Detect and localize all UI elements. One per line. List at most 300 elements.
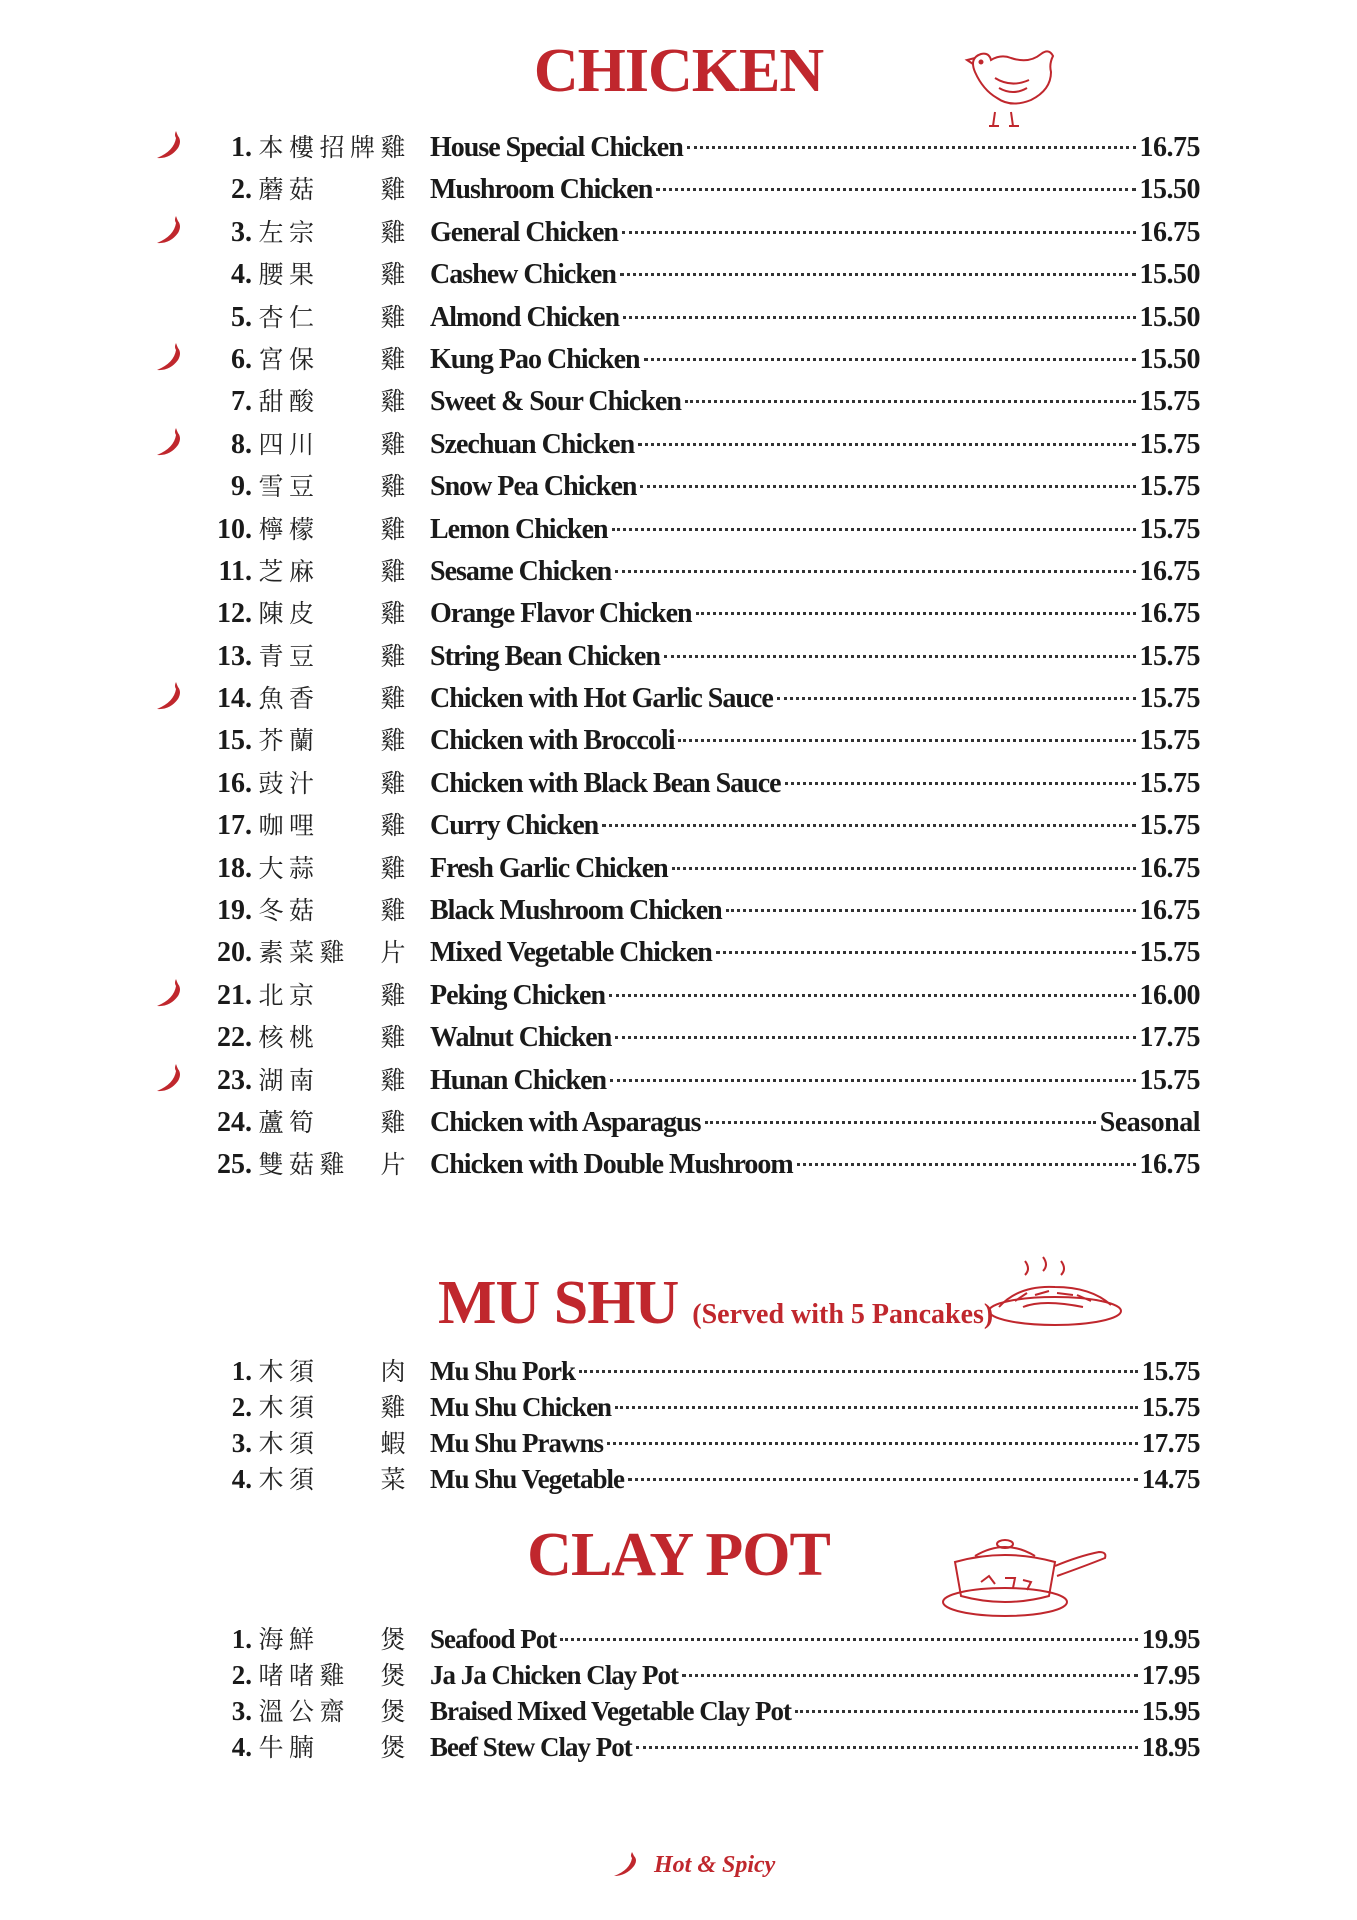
chinese-character: 樓 bbox=[288, 133, 314, 162]
item-price: 17.75 bbox=[1141, 1428, 1200, 1458]
chinese-character: 肉 bbox=[380, 1357, 406, 1386]
item-name: Lemon Chicken bbox=[430, 513, 608, 545]
item-price: 15.75 bbox=[1139, 386, 1200, 418]
item-price: 15.50 bbox=[1139, 259, 1200, 291]
chinese-character: 啫 bbox=[288, 1661, 314, 1690]
chinese-character: 牛 bbox=[258, 1733, 284, 1762]
item-name: Curry Chicken bbox=[430, 810, 599, 842]
item-name: Black Mushroom Chicken bbox=[430, 895, 722, 927]
spicy-indicator bbox=[150, 240, 200, 241]
item-chinese-name bbox=[258, 1656, 406, 1692]
item-number: 17. bbox=[217, 810, 252, 842]
leader-dots bbox=[620, 273, 1136, 276]
chinese-character: 菇 bbox=[288, 1150, 314, 1180]
claypot-menu-list bbox=[150, 1620, 1200, 1764]
spicy-indicator bbox=[150, 579, 200, 580]
menu-item-row bbox=[150, 510, 1200, 552]
item-chinese-name bbox=[258, 255, 406, 291]
menu-item-row bbox=[150, 1460, 1200, 1496]
leader-dots bbox=[664, 655, 1136, 658]
menu-item-row bbox=[150, 213, 1200, 255]
item-price: 15.75 bbox=[1141, 1356, 1200, 1386]
spicy-indicator bbox=[150, 1172, 200, 1173]
leader-dots bbox=[560, 1638, 1138, 1641]
chinese-character: 公 bbox=[288, 1697, 314, 1726]
mushu-menu-list bbox=[150, 1352, 1200, 1496]
item-name: General Chicken bbox=[430, 216, 618, 248]
chinese-character: 鮮 bbox=[288, 1625, 314, 1654]
menu-item-row bbox=[150, 298, 1200, 340]
leader-dots bbox=[607, 1442, 1138, 1445]
chinese-character bbox=[350, 764, 376, 800]
spicy-indicator bbox=[150, 1647, 200, 1648]
chinese-character: 須 bbox=[288, 1393, 314, 1422]
leader-dots bbox=[638, 443, 1135, 446]
item-price: Seasonal bbox=[1099, 1106, 1200, 1138]
item-number: 3. bbox=[231, 1428, 252, 1458]
item-number: 6. bbox=[231, 343, 252, 375]
leader-dots bbox=[785, 782, 1136, 785]
spicy-indicator bbox=[150, 1088, 200, 1089]
chinese-character bbox=[319, 1103, 345, 1139]
item-number: 21. bbox=[217, 979, 252, 1011]
chinese-character bbox=[319, 255, 345, 291]
chinese-character: 芝 bbox=[258, 556, 284, 586]
item-name: Walnut Chicken bbox=[430, 1022, 612, 1054]
spicy-indicator bbox=[150, 1415, 200, 1416]
menu-item-row bbox=[150, 170, 1200, 212]
item-number: 3. bbox=[231, 216, 252, 248]
chinese-character: 芥 bbox=[258, 726, 284, 756]
item-name: Beef Stew Clay Pot bbox=[430, 1732, 632, 1762]
chinese-character: 雞 bbox=[380, 1107, 406, 1137]
item-number: 1. bbox=[231, 132, 252, 163]
chinese-character: 雙 bbox=[258, 1150, 284, 1180]
item-chinese-name bbox=[258, 1352, 406, 1388]
item-price: 14.75 bbox=[1141, 1464, 1200, 1494]
item-number: 25. bbox=[217, 1149, 252, 1181]
item-price: 19.95 bbox=[1141, 1624, 1200, 1654]
spicy-indicator bbox=[150, 1487, 200, 1488]
menu-item-row bbox=[150, 764, 1200, 806]
item-chinese-name bbox=[258, 1103, 406, 1139]
spicy-indicator bbox=[150, 960, 200, 961]
chinese-character bbox=[350, 382, 376, 418]
item-number: 2. bbox=[231, 1392, 252, 1422]
chinese-character bbox=[350, 255, 376, 291]
chinese-character bbox=[350, 1145, 376, 1181]
menu-item-row bbox=[150, 1352, 1200, 1388]
item-name: Snow Pea Chicken bbox=[430, 471, 637, 503]
chinese-character: 雞 bbox=[380, 599, 406, 629]
item-chinese-name bbox=[258, 213, 406, 249]
item-price: 16.75 bbox=[1139, 132, 1200, 163]
chinese-character: 仁 bbox=[288, 302, 314, 332]
chinese-character bbox=[319, 1460, 345, 1496]
item-chinese-name bbox=[258, 933, 406, 969]
chinese-character: 雞 bbox=[380, 260, 406, 290]
chinese-character bbox=[319, 976, 345, 1012]
leader-dots bbox=[696, 612, 1136, 615]
leader-dots bbox=[685, 400, 1136, 403]
menu-item-row bbox=[150, 128, 1200, 170]
chili-pepper-icon bbox=[154, 426, 184, 460]
item-price: 17.95 bbox=[1141, 1660, 1200, 1690]
chinese-character: 左 bbox=[258, 217, 284, 247]
chili-pepper-icon bbox=[154, 977, 184, 1011]
item-chinese-name bbox=[258, 594, 406, 630]
spicy-indicator bbox=[150, 409, 200, 410]
item-number: 10. bbox=[217, 513, 252, 545]
chinese-character: 雞 bbox=[380, 175, 406, 205]
chinese-character: 南 bbox=[288, 1065, 314, 1095]
chinese-character: 招 bbox=[319, 133, 345, 162]
chinese-character: 雞 bbox=[380, 472, 406, 502]
item-price: 15.75 bbox=[1139, 810, 1200, 842]
menu-item-row bbox=[150, 1388, 1200, 1424]
item-price: 15.75 bbox=[1139, 513, 1200, 545]
item-number: 19. bbox=[217, 895, 252, 927]
leader-dots bbox=[623, 316, 1135, 319]
item-chinese-name bbox=[258, 679, 406, 715]
chinese-character: 雞 bbox=[380, 726, 406, 756]
item-chinese-name bbox=[258, 764, 406, 800]
chinese-character: 齋 bbox=[319, 1697, 345, 1726]
item-number: 2. bbox=[231, 174, 252, 206]
chinese-character bbox=[350, 891, 376, 927]
leader-dots bbox=[615, 1406, 1138, 1409]
chinese-character bbox=[319, 679, 345, 715]
item-chinese-name bbox=[258, 637, 406, 673]
chinese-character bbox=[319, 594, 345, 630]
chinese-character: 片 bbox=[380, 938, 406, 968]
item-number: 2. bbox=[231, 1660, 252, 1690]
item-price: 15.50 bbox=[1139, 174, 1200, 206]
item-name: Orange Flavor Chicken bbox=[430, 598, 692, 630]
chinese-character: 雞 bbox=[319, 1661, 345, 1690]
item-name: Mushroom Chicken bbox=[430, 174, 653, 206]
item-price: 15.75 bbox=[1139, 640, 1200, 672]
item-number: 20. bbox=[217, 937, 252, 969]
chili-pepper-icon bbox=[154, 680, 184, 714]
menu-item-row bbox=[150, 976, 1200, 1018]
chinese-character: 須 bbox=[288, 1357, 314, 1386]
leader-dots bbox=[640, 485, 1135, 488]
menu-item-row bbox=[150, 1145, 1200, 1187]
item-name: Sweet & Sour Chicken bbox=[430, 386, 681, 418]
spicy-indicator bbox=[150, 452, 200, 453]
item-name: Chicken with Broccoli bbox=[430, 725, 675, 757]
chinese-character bbox=[319, 1018, 345, 1054]
item-chinese-name bbox=[258, 849, 406, 885]
chinese-character: 雞 bbox=[380, 811, 406, 841]
menu-item-row bbox=[150, 891, 1200, 933]
item-name: Mu Shu Prawns bbox=[430, 1428, 604, 1458]
item-chinese-name bbox=[258, 510, 406, 546]
menu-item-row bbox=[150, 594, 1200, 636]
chinese-character bbox=[350, 1692, 376, 1728]
item-number: 22. bbox=[217, 1022, 252, 1054]
chinese-character bbox=[319, 806, 345, 842]
chinese-character bbox=[350, 1656, 376, 1692]
chinese-character bbox=[350, 1728, 376, 1764]
spicy-indicator bbox=[150, 325, 200, 326]
chinese-character bbox=[350, 1061, 376, 1097]
chinese-character bbox=[350, 1388, 376, 1424]
chinese-character: 哩 bbox=[288, 811, 314, 841]
leader-dots bbox=[656, 188, 1135, 191]
chinese-character bbox=[350, 976, 376, 1012]
item-number: 13. bbox=[217, 640, 252, 672]
menu-item-row bbox=[150, 806, 1200, 848]
chinese-character: 雞 bbox=[380, 556, 406, 586]
item-name: Seafood Pot bbox=[430, 1624, 557, 1654]
chinese-character bbox=[350, 594, 376, 630]
item-name: Hunan Chicken bbox=[430, 1064, 607, 1096]
chinese-character: 青 bbox=[258, 641, 284, 671]
menu-item-row bbox=[150, 1424, 1200, 1460]
chinese-character bbox=[319, 1352, 345, 1388]
chinese-character: 菇 bbox=[288, 896, 314, 926]
mushu-section-title bbox=[438, 1268, 993, 1339]
chinese-character: 雞 bbox=[380, 853, 406, 883]
legend-label: Hot & Spicy bbox=[654, 1851, 776, 1878]
item-name: Mu Shu Pork bbox=[430, 1356, 576, 1386]
chinese-character bbox=[350, 1460, 376, 1496]
chinese-character bbox=[350, 637, 376, 673]
leader-dots bbox=[602, 824, 1135, 827]
item-chinese-name bbox=[258, 467, 406, 503]
item-name: Ja Ja Chicken Clay Pot bbox=[430, 1660, 678, 1690]
item-price: 16.00 bbox=[1139, 979, 1200, 1011]
spicy-indicator bbox=[150, 664, 200, 665]
chili-pepper-icon bbox=[154, 129, 184, 163]
leader-dots bbox=[726, 909, 1136, 912]
chinese-character: 啫 bbox=[258, 1661, 284, 1690]
leader-dots bbox=[628, 1478, 1138, 1481]
mushu-subtitle: (Served with 5 Pancakes) bbox=[692, 1299, 994, 1330]
leader-dots bbox=[609, 994, 1135, 997]
chinese-character: 木 bbox=[258, 1357, 284, 1386]
spicy-indicator bbox=[150, 1683, 200, 1684]
item-name: Mu Shu Vegetable bbox=[430, 1464, 625, 1494]
chinese-character: 海 bbox=[258, 1625, 284, 1654]
menu-item-row bbox=[150, 1656, 1200, 1692]
item-chinese-name bbox=[258, 382, 406, 418]
chinese-character: 素 bbox=[258, 938, 284, 968]
chili-pepper-icon bbox=[154, 214, 184, 248]
item-name: Chicken with Black Bean Sauce bbox=[430, 767, 781, 799]
chinese-character bbox=[319, 1424, 345, 1460]
chinese-character: 檬 bbox=[288, 514, 314, 544]
leader-dots bbox=[610, 1079, 1135, 1082]
item-price: 15.75 bbox=[1139, 1064, 1200, 1096]
chinese-character bbox=[350, 679, 376, 715]
menu-item-row bbox=[150, 1692, 1200, 1728]
menu-item-row bbox=[150, 679, 1200, 721]
item-price: 15.75 bbox=[1139, 725, 1200, 757]
item-chinese-name bbox=[258, 1061, 406, 1097]
item-number: 14. bbox=[217, 683, 252, 715]
chinese-character bbox=[319, 510, 345, 546]
chinese-character bbox=[319, 1061, 345, 1097]
leader-dots bbox=[612, 528, 1136, 531]
chinese-character bbox=[319, 1388, 345, 1424]
item-number: 8. bbox=[231, 428, 252, 460]
item-number: 5. bbox=[231, 301, 252, 333]
menu-item-row bbox=[150, 255, 1200, 297]
menu-item-row bbox=[150, 1620, 1200, 1656]
menu-item-row bbox=[150, 552, 1200, 594]
chinese-character: 雞 bbox=[319, 1150, 345, 1180]
chinese-character bbox=[350, 1424, 376, 1460]
chinese-character: 檸 bbox=[258, 514, 284, 544]
leader-dots bbox=[672, 867, 1136, 870]
chinese-character: 煲 bbox=[380, 1661, 406, 1690]
item-chinese-name bbox=[258, 806, 406, 842]
spicy-indicator bbox=[150, 367, 200, 368]
chinese-character: 腩 bbox=[288, 1733, 314, 1762]
chinese-character: 汁 bbox=[288, 768, 314, 798]
item-chinese-name bbox=[258, 1424, 406, 1460]
chinese-character: 蘑 bbox=[258, 175, 284, 205]
chinese-character: 魚 bbox=[258, 684, 284, 714]
chinese-character: 雪 bbox=[258, 472, 284, 502]
chinese-character bbox=[350, 849, 376, 885]
menu-item-row bbox=[150, 467, 1200, 509]
item-name: Almond Chicken bbox=[430, 301, 620, 333]
item-number: 12. bbox=[217, 598, 252, 630]
item-name: Sesame Chicken bbox=[430, 555, 612, 587]
chinese-character bbox=[319, 552, 345, 588]
chinese-character bbox=[350, 170, 376, 206]
chinese-character: 甜 bbox=[258, 387, 284, 417]
item-name: Chicken with Asparagus bbox=[430, 1106, 701, 1138]
item-name: Fresh Garlic Chicken bbox=[430, 852, 668, 884]
chinese-character bbox=[319, 637, 345, 673]
chinese-character bbox=[319, 1620, 345, 1656]
item-price: 15.75 bbox=[1139, 767, 1200, 799]
chicken-menu-list bbox=[150, 128, 1200, 1188]
item-name: House Special Chicken bbox=[430, 132, 683, 163]
chinese-character: 牌 bbox=[349, 133, 375, 162]
chinese-character: 咖 bbox=[258, 811, 284, 841]
item-number: 24. bbox=[217, 1106, 252, 1138]
chinese-character: 酸 bbox=[288, 387, 314, 417]
chinese-character: 雞 bbox=[380, 302, 406, 332]
leader-dots bbox=[716, 951, 1136, 954]
chinese-character: 蒜 bbox=[288, 853, 314, 883]
menu-item-row bbox=[150, 1018, 1200, 1060]
chinese-character: 本 bbox=[258, 133, 284, 162]
chinese-character: 雞 bbox=[380, 684, 406, 714]
chinese-character: 雞 bbox=[380, 1393, 406, 1422]
item-price: 15.75 bbox=[1139, 937, 1200, 969]
chinese-character bbox=[350, 1103, 376, 1139]
chinese-character bbox=[319, 721, 345, 757]
chinese-character: 麻 bbox=[288, 556, 314, 586]
chinese-character: 菇 bbox=[288, 175, 314, 205]
spicy-indicator bbox=[150, 621, 200, 622]
spicy-indicator bbox=[150, 791, 200, 792]
item-name: Chicken with Hot Garlic Sauce bbox=[430, 683, 773, 715]
chinese-character bbox=[319, 891, 345, 927]
leader-dots bbox=[678, 739, 1135, 742]
chinese-character: 豉 bbox=[258, 768, 284, 798]
spicy-indicator bbox=[150, 155, 200, 156]
spicy-indicator bbox=[150, 833, 200, 834]
chinese-character: 皮 bbox=[288, 599, 314, 629]
spicy-indicator bbox=[150, 918, 200, 919]
chinese-character bbox=[319, 467, 345, 503]
chili-pepper-icon bbox=[154, 341, 184, 375]
item-number: 3. bbox=[231, 1696, 252, 1726]
chinese-character bbox=[350, 425, 376, 461]
item-name: Braised Mixed Vegetable Clay Pot bbox=[430, 1696, 791, 1726]
chinese-character: 宗 bbox=[288, 217, 314, 247]
chinese-character: 雞 bbox=[380, 896, 406, 926]
chinese-character bbox=[319, 849, 345, 885]
chinese-character: 核 bbox=[258, 1023, 284, 1053]
chinese-character: 蘭 bbox=[288, 726, 314, 756]
spicy-indicator bbox=[150, 1045, 200, 1046]
chinese-character: 桃 bbox=[288, 1023, 314, 1053]
spicy-indicator bbox=[150, 876, 200, 877]
chinese-character: 杏 bbox=[258, 302, 284, 332]
item-number: 1. bbox=[231, 1356, 252, 1386]
menu-item-row bbox=[150, 721, 1200, 763]
chinese-character: 木 bbox=[258, 1393, 284, 1422]
item-price: 15.95 bbox=[1141, 1696, 1200, 1726]
chinese-character: 雞 bbox=[380, 1023, 406, 1053]
chinese-character: 溫 bbox=[258, 1697, 284, 1726]
leader-dots bbox=[622, 231, 1136, 234]
menu-item-row bbox=[150, 637, 1200, 679]
chinese-character bbox=[319, 1728, 345, 1764]
chinese-character: 木 bbox=[258, 1429, 284, 1458]
item-chinese-name bbox=[258, 1388, 406, 1424]
claypot-section-title: CLAY POT bbox=[527, 1521, 830, 1589]
leader-dots bbox=[777, 697, 1136, 700]
item-name: Mu Shu Chicken bbox=[430, 1392, 612, 1422]
item-price: 16.75 bbox=[1139, 216, 1200, 248]
item-price: 15.75 bbox=[1139, 428, 1200, 460]
item-price: 15.75 bbox=[1141, 1392, 1200, 1422]
leader-dots bbox=[644, 358, 1136, 361]
menu-item-row bbox=[150, 1103, 1200, 1145]
spicy-indicator bbox=[150, 748, 200, 749]
chinese-character: 須 bbox=[288, 1429, 314, 1458]
chinese-character: 煲 bbox=[380, 1625, 406, 1654]
chinese-character: 雞 bbox=[380, 133, 406, 162]
item-chinese-name bbox=[258, 1018, 406, 1054]
menu-item-row bbox=[150, 1728, 1200, 1764]
spicy-indicator bbox=[150, 1719, 200, 1720]
legend bbox=[610, 1850, 775, 1880]
item-chinese-name bbox=[258, 976, 406, 1012]
item-price: 17.75 bbox=[1139, 1022, 1200, 1054]
chinese-character: 雞 bbox=[380, 344, 406, 374]
item-chinese-name bbox=[258, 1620, 406, 1656]
chinese-character: 蘆 bbox=[258, 1107, 284, 1137]
item-chinese-name bbox=[258, 891, 406, 927]
chinese-character: 筍 bbox=[288, 1107, 314, 1137]
chinese-character: 煲 bbox=[380, 1733, 406, 1762]
item-price: 15.75 bbox=[1139, 683, 1200, 715]
leader-dots bbox=[705, 1121, 1096, 1124]
chinese-character: 須 bbox=[288, 1465, 314, 1494]
item-chinese-name bbox=[258, 1145, 406, 1181]
